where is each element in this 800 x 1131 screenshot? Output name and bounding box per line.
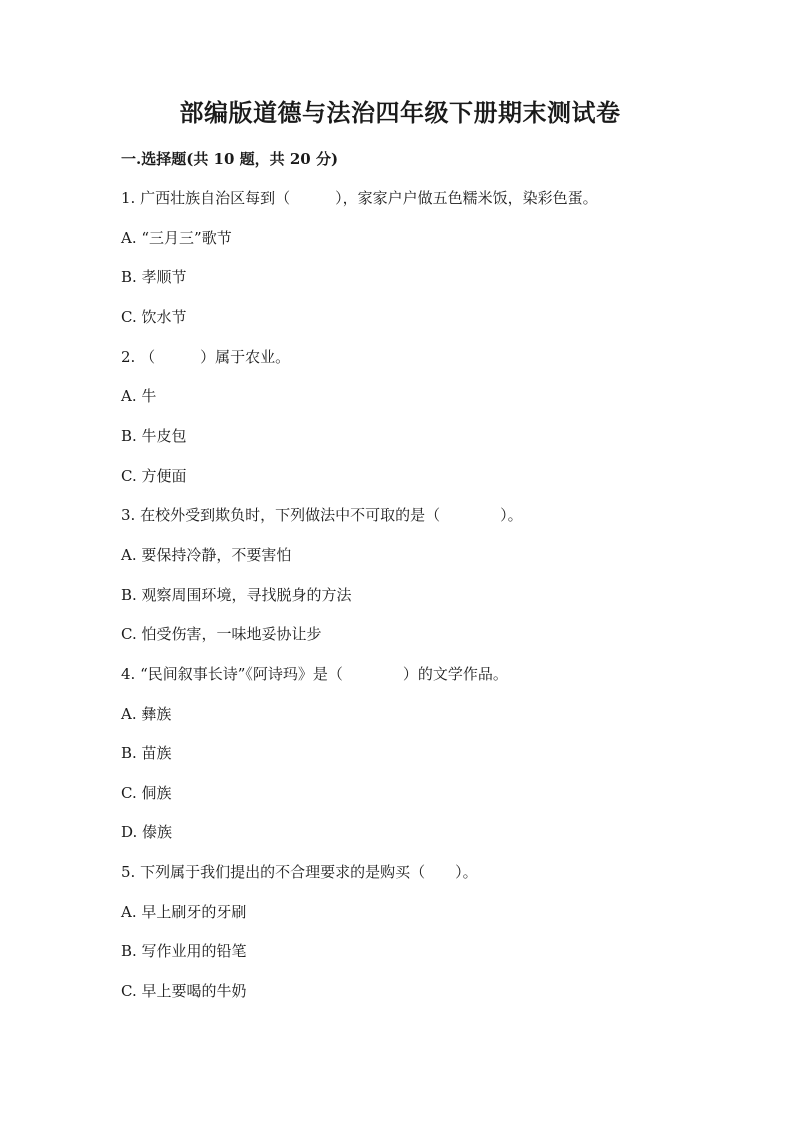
section-heading: 一.选择题(共 10 题，共 20 分) [121, 150, 339, 168]
question-3-stem: 3. 在校外受到欺负时，下列做法中不可取的是（ ）。 [121, 506, 523, 524]
question-4-option-a: A. 彝族 [121, 705, 172, 723]
question-2-option-a: A. 牛 [121, 387, 157, 405]
question-5-option-a: A. 早上刷牙的牙刷 [121, 903, 247, 921]
question-1-option-c: C. 饮水节 [121, 308, 187, 326]
question-5-stem: 5. 下列属于我们提出的不合理要求的是购买（ ）。 [121, 863, 478, 881]
question-4-option-c: C. 侗族 [121, 784, 172, 802]
question-5-option-c: C. 早上要喝的牛奶 [121, 982, 247, 1000]
question-5-option-b: B. 写作业用的铅笔 [121, 942, 247, 960]
question-4-option-d: D. 傣族 [121, 823, 173, 841]
question-2-option-c: C. 方便面 [121, 467, 187, 485]
question-4-stem: 4. “民间叙事长诗”《阿诗玛》是（ ）的文学作品。 [121, 665, 508, 683]
question-2-option-b: B. 牛皮包 [121, 427, 187, 445]
question-1-stem: 1. 广西壮族自治区每到（ ），家家户户做五色糯米饭，染彩色蛋。 [121, 189, 598, 207]
page-title: 部编版道德与法治四年级下册期末测试卷 [179, 98, 621, 127]
question-4-option-b: B. 苗族 [121, 744, 172, 762]
question-3-option-b: B. 观察周围环境，寻找脱身的方法 [121, 586, 352, 604]
question-1-option-a: A. “三月三”歌节 [121, 229, 232, 247]
question-3-option-a: A. 要保持冷静，不要害怕 [121, 546, 292, 564]
question-2-stem: 2. （ ）属于农业。 [121, 348, 291, 366]
question-1-option-b: B. 孝顺节 [121, 268, 187, 286]
question-3-option-c: C. 怕受伤害，一味地妥协让步 [121, 625, 322, 643]
